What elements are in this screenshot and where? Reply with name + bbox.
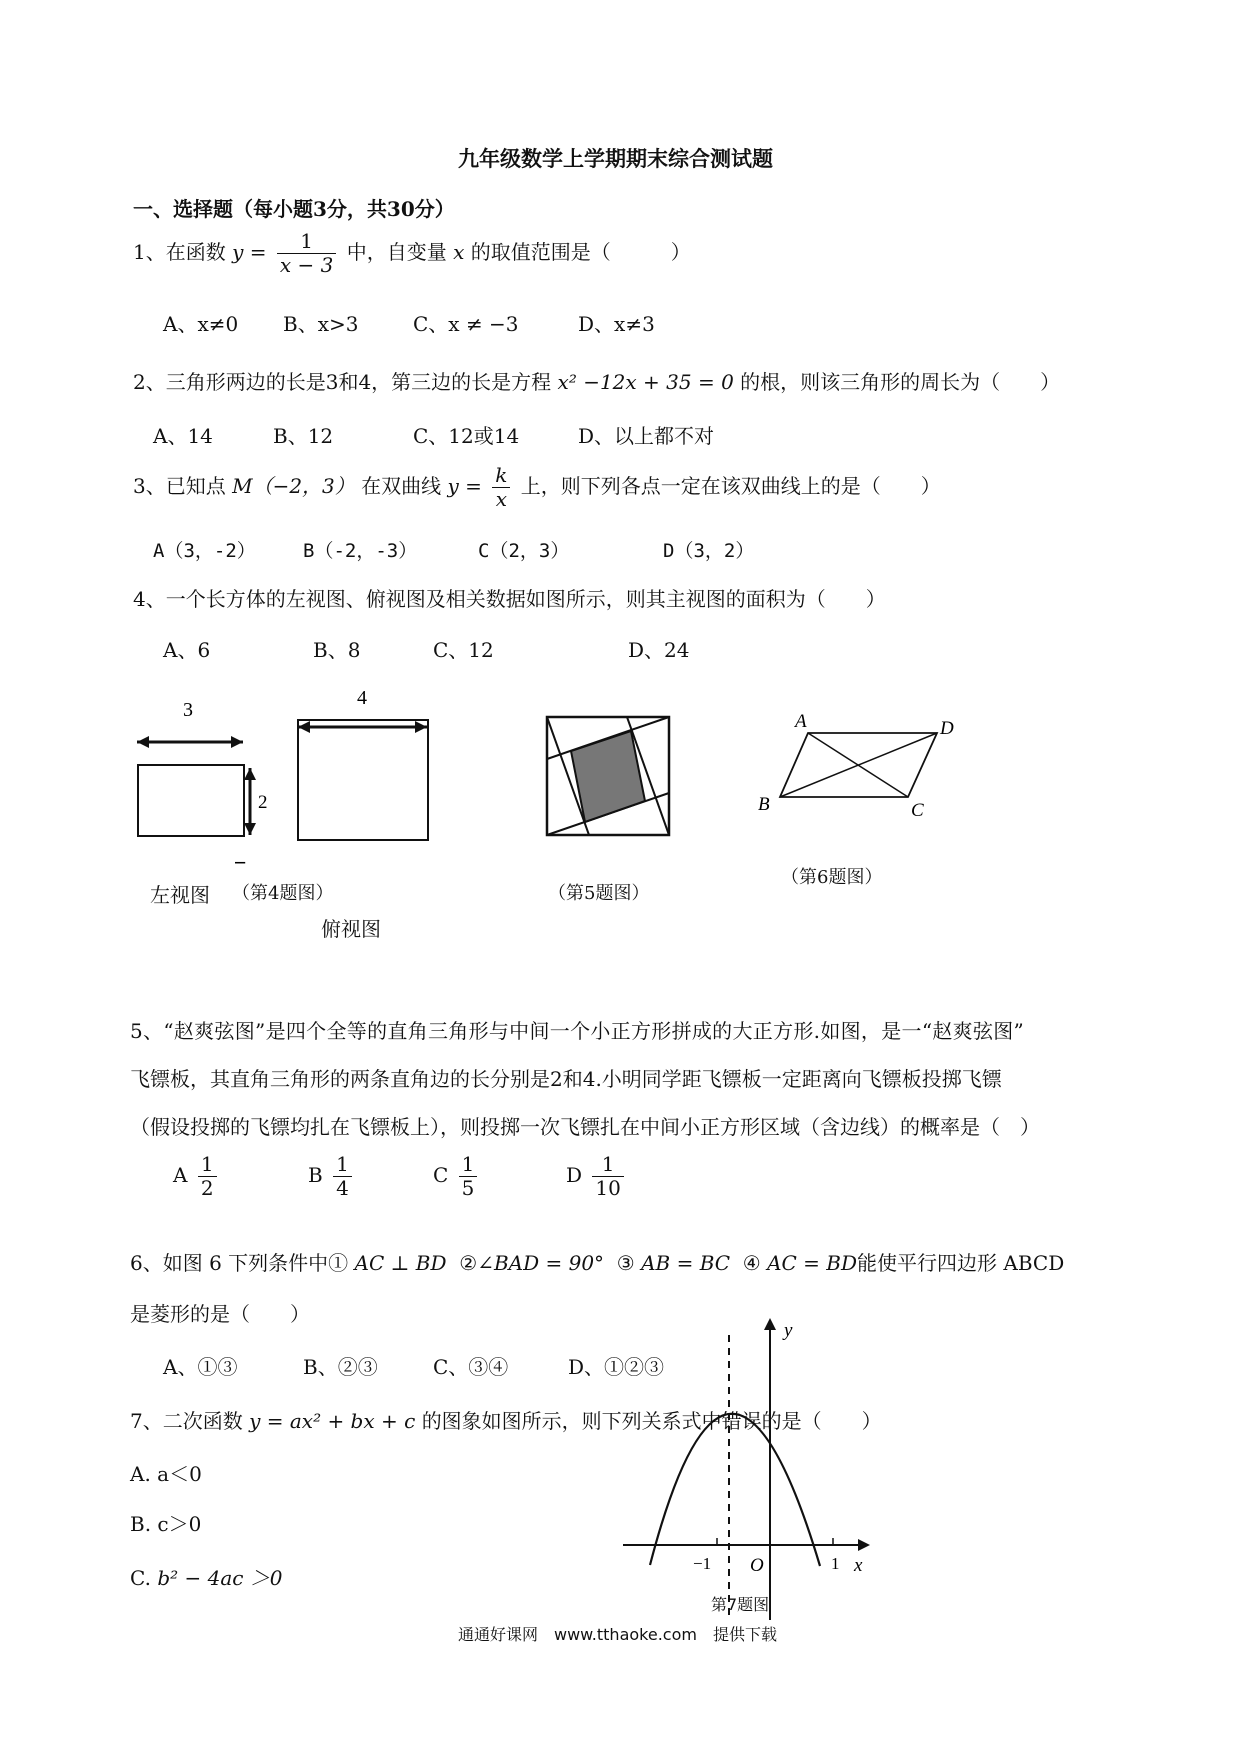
q3-option-c: C（2，3） [478,540,570,562]
q6-option-b: B、②③ [303,1355,378,1379]
question-3 [133,464,941,511]
condition-2: ∠BAD = 90° [477,1251,605,1275]
parabola-curve [650,1414,820,1566]
q5-option-fraction [459,1153,478,1200]
q1-y-eq: y = [232,240,267,264]
q5-option-letter: B [308,1163,323,1187]
q1-prefix: 1、在函数 [133,240,226,264]
q1-fraction [277,230,336,277]
q5-option-a [173,1153,221,1200]
frac-num: 1 [333,1153,352,1177]
tick-label-1: 1 [831,1554,840,1573]
q6-option-d: D、①②③ [568,1355,665,1379]
q1-frac-den: x − 3 [279,253,334,277]
q5-option-letter: C [433,1163,449,1187]
q1-option-d: D、x≠3 [578,312,655,336]
q4-option-d: D、24 [628,638,690,662]
q6-prefix: 6、如图 6 下列条件中 [130,1251,329,1275]
q4-option-b: B、8 [313,638,361,662]
figure-4-caption: （第4题图） [232,883,334,904]
condition-1-mark: ① [328,1251,349,1275]
condition-4: AC = BD [767,1251,858,1275]
q7-option-c-expr: b² − 4ac ＞0 [157,1566,283,1590]
chord-line [547,717,589,835]
q2-option-d: D、以上都不对 [578,424,715,448]
diagonal-bd [780,733,937,797]
vertex-a: A [795,711,807,732]
question-5-line-2: 飞镖板，其直角三角形的两条直角边的长分别是2和4.小明同学距飞镖板一定距离向飞镖板投掷飞镖 [130,1067,1002,1091]
q6-option-c: C、③④ [433,1355,509,1379]
top-view-label: 俯视图 [321,917,381,941]
q4-option-a: A、6 [163,638,211,662]
q5-option-letter: A [173,1163,188,1187]
frac-num: 1 [592,1153,623,1177]
origin-label: O [750,1555,764,1576]
frac-den: 10 [595,1176,621,1200]
question-5-line-1: 5、“赵爽弦图”是四个全等的直角三角形与中间一个小正方形拼成的大正方形.如图，是一“赵爽弦图” [130,1019,1025,1043]
tick-label-neg1: −1 [693,1554,712,1573]
x-axis-label: x [854,1555,863,1576]
frac-den: 5 [461,1176,475,1200]
q1-frac-num: 1 [277,230,336,254]
question-6-line-2: 是菱形的是（ ） [130,1302,310,1326]
q3-frac-den: x [495,487,507,511]
q1-post: 中，自变量 [346,240,447,264]
q3-option-b: B（-2，-3） [303,540,418,562]
q5-option-d [566,1153,628,1200]
question-6-line-1 [130,1247,1064,1276]
q6-post: 能使平行四边形 ABCD [857,1251,1065,1275]
q7-option-a: A. a＜0 [130,1462,202,1486]
figure-5-caption: （第5题图） [548,883,650,904]
dim-label-2: 2 [258,792,268,813]
frac-num: 1 [459,1153,478,1177]
q2-option-a: A、14 [153,424,213,448]
q1-post2: 的取值范围是（ ） [470,240,691,264]
q3-y-eq: y = [447,474,482,498]
q7-post: 的图象如图所示，则下列关系式中错误的是（ ） [421,1409,882,1433]
frac-den: 2 [200,1176,214,1200]
q2-equation: x² −12x + 35 = 0 [557,370,734,394]
q3-option-a: A（3，-2） [153,540,256,562]
q5-option-c [433,1153,481,1200]
vertex-b: B [758,794,770,815]
condition-4-mark: ④ [742,1251,761,1275]
q2-option-b: B、12 [273,424,334,448]
frac-num: 1 [198,1153,217,1177]
arrowhead-icon [244,768,256,780]
q2-option-c: C、12或14 [413,424,520,448]
parallelogram [780,733,937,797]
question-5-line-3: （假设投掷的飞镖均扎在飞镖板上），则投掷一次飞镖扎在中间小正方形区域（含边线）的概率是（ ） [130,1115,1040,1139]
q7-option-c-letter: C. [130,1566,151,1590]
question-2 [133,366,1060,395]
page-footer: 通通好课网 www.tthaoke.com 提供下载 [458,1625,777,1644]
vertex-d: D [940,718,954,739]
q5-option-fraction [592,1153,623,1200]
condition-3-mark: ③ [616,1251,635,1275]
q6-option-a: A、①③ [163,1355,238,1379]
q3-point: M（−2，3） [232,474,355,498]
q7-option-c [130,1562,283,1591]
top-view-rect [298,720,428,840]
inner-square [571,731,645,822]
q1-var: x [453,240,465,264]
q5-option-fraction [198,1153,217,1200]
arrowhead-icon [298,721,310,733]
vertex-c: C [911,800,924,821]
q5-option-fraction [333,1153,352,1200]
q5-option-b [308,1153,356,1200]
outer-square [547,717,669,835]
chord-line [547,793,669,835]
arrowhead-icon [231,736,243,748]
q5-option-letter: D [566,1163,583,1187]
q7-prefix: 7、二次函数 [130,1409,243,1433]
left-view-label: 左视图 [150,883,210,907]
page-title: 九年级数学上学期期末综合测试题 [458,146,773,171]
q3-mid: 在双曲线 [361,474,442,498]
arrowhead-icon [244,823,256,835]
q7-option-b: B. c＞0 [130,1512,202,1536]
q3-post: 上，则下列各点一定在该双曲线上的是（ ） [520,474,941,498]
tick-mark: − [233,850,247,875]
q7-equation: y = ax² + bx + c [249,1409,416,1433]
diagonal-ac [808,733,908,797]
x-arrow-icon [858,1539,870,1551]
q3-fraction [492,464,510,511]
dim-label-4: 4 [357,687,367,709]
q3-option-d: D（3，2） [663,540,755,562]
dim-label-3: 3 [183,699,193,721]
y-arrow-icon [764,1318,776,1330]
question-1 [133,230,691,277]
figure-6-caption: （第6题图） [781,867,883,888]
y-axis-label: y [784,1320,793,1341]
section-heading: 一、选择题（每小题3分，共30分） [133,197,455,221]
q3-prefix: 3、已知点 [133,474,226,498]
chord-line [547,717,669,759]
arrowhead-icon [137,736,149,748]
q3-frac-num: k [492,464,510,488]
q1-option-a: A、x≠0 [163,312,239,336]
q2-post: 的根，则该三角形的周长为（ ） [740,370,1061,394]
condition-2-mark: ② [459,1251,478,1275]
q1-option-c: C、x ≠ −3 [413,312,519,336]
q2-text: 2、三角形两边的长是3和4，第三边的长是方程 [133,370,552,394]
arrowhead-icon [415,721,427,733]
figure-7-caption: 第7题图 [711,1595,770,1614]
q1-option-b: B、x>3 [283,312,359,336]
left-view-rect [138,765,244,836]
condition-3: AB = BC [641,1251,731,1275]
q4-option-c: C、12 [433,638,494,662]
question-4: 4、一个长方体的左视图、俯视图及相关数据如图所示，则其主视图的面积为（ ） [133,587,886,611]
chord-line [627,717,669,835]
question-7 [130,1405,882,1434]
frac-den: 4 [336,1176,349,1200]
condition-1: AC ⊥ BD [354,1251,447,1275]
